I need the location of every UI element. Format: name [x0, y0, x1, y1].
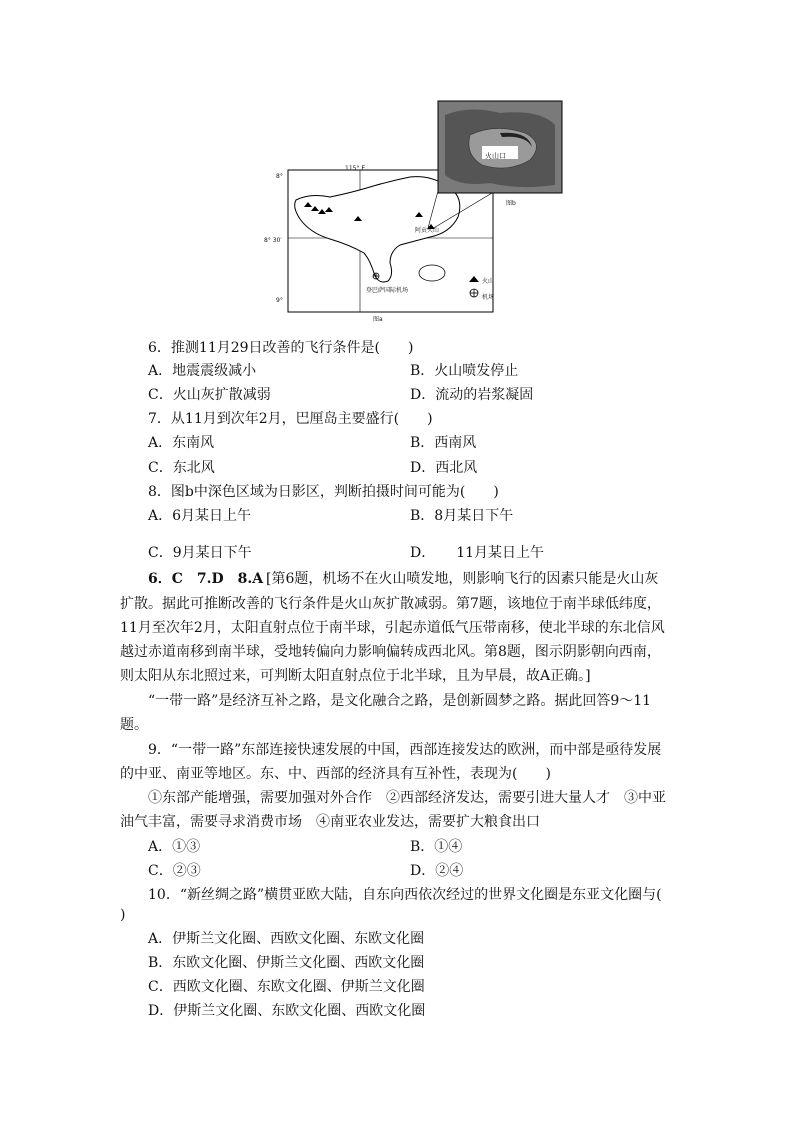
- q6-option-d: D．流动的岩浆凝固: [410, 387, 534, 403]
- q10-option-d: D．伊斯兰文化圈、东欧文化圈、西欧文化圈: [148, 1003, 426, 1019]
- q7-option-b: B．西南风: [410, 435, 477, 451]
- legend-airport-label: 机场: [482, 294, 495, 301]
- q10-option-c: C．西欧文化圈、东欧文化圈、伊斯兰文化圈: [148, 979, 425, 995]
- answer-key: 6．C 7.D 8.A: [148, 571, 264, 587]
- answer-line-1: [第6题，机场不在火山喷发地，则影响飞行的因素只能是火山灰: [266, 571, 659, 587]
- q6-option-c: C．火山灰扩散减弱: [148, 387, 271, 403]
- q9-option-d: D．②④: [410, 863, 464, 879]
- answer-line-5: 则太阳从东北照过来，可判断太阳直射点位于北半球，且为早晨，故A正确。]: [120, 668, 591, 684]
- q8-stem: 8．图b中深色区域为日影区，判断拍摄时间可能为( ): [148, 484, 499, 500]
- q9-stem-2: 的中亚、南亚等地区。东、中、西部的经济具有互补性，表现为( ): [120, 766, 551, 782]
- lon-label: 115° E: [345, 165, 366, 172]
- legend-volcano-label: 火山: [482, 278, 495, 285]
- answer-line-4: 越过赤道南移到南半球，受地转偏向力影响偏转成西北风。第8题，图示阴影朝向西南，: [120, 644, 661, 660]
- q8-option-a: A．6月某日上午: [148, 508, 252, 524]
- lat-label-8: 8°: [276, 173, 283, 180]
- q7-option-d: D．西北风: [410, 460, 478, 476]
- caption-b: 图b: [506, 200, 516, 207]
- legend-icons: [468, 274, 480, 300]
- intro-line-2: 题。: [120, 717, 148, 733]
- answer-line-3: 11月至次年2月，太阳直射点位于南半球，引起赤道低气压带南移，使北半球的东北信风: [120, 620, 665, 636]
- airport-name-label: 登巴萨国际机场: [366, 287, 409, 294]
- legend-volcano-icon: [469, 276, 479, 282]
- intro-line-1: “一带一路”是经济互补之路，是文化融合之路，是创新圆梦之路。据此回答9～11: [148, 693, 652, 709]
- q9-option-c: C．②③: [148, 863, 201, 879]
- q8-option-b: B．8月某日下午: [410, 508, 514, 524]
- q7-option-c: C．东北风: [148, 460, 215, 476]
- q10-stem-2: ): [120, 907, 126, 923]
- figure-map-photo: [270, 95, 580, 327]
- q8-option-d: D． 11月某日上午: [410, 545, 545, 561]
- q9-option-a: A．①③: [148, 839, 201, 855]
- lat-label-8-30: 8° 30′: [264, 237, 282, 244]
- volcano-name-label: 阿贡火山: [415, 227, 440, 234]
- q9-statement-1: ①东部产能增强，需要加强对外合作 ②西部经济发达，需要引进大量人才 ③中亚: [148, 790, 666, 806]
- caption-a: 图a: [373, 316, 383, 323]
- nusa-penida-island: [419, 265, 445, 281]
- q7-stem: 7．从11月到次年2月，巴厘岛主要盛行( ): [148, 411, 433, 427]
- q10-option-a: A．伊斯兰文化圈、西欧文化圈、东欧文化圈: [148, 931, 425, 947]
- q8-option-c: C．9月某日下午: [148, 545, 252, 561]
- q7-option-a: A．东南风: [148, 435, 215, 451]
- q6-option-b: B．火山喷发停止: [410, 363, 519, 379]
- q10-stem-1: 10．“新丝绸之路”横贯亚欧大陆，自东向西依次经过的世界文化圈是东亚文化圈与(: [148, 887, 662, 903]
- crater-label: 火山口: [485, 152, 506, 160]
- q6-option-a: A．地震震级减小: [148, 363, 257, 379]
- q6-stem: 6．推测11月29日改善的飞行条件是( ): [148, 340, 414, 356]
- q9-stem-1: 9．“一带一路”东部连接快速发展的中国，西部连接发达的欧洲，而中部是亟待发展: [148, 742, 662, 758]
- q9-statement-2: 油气丰富，需要寻求消费市场 ④南亚农业发达，需要扩大粮食出口: [120, 814, 540, 830]
- answer-line-2: 扩散。据此可推断改善的飞行条件是火山灰扩散减弱。第7题，该地位于南半球低纬度，: [120, 596, 661, 612]
- lat-label-9: 9°: [276, 297, 283, 304]
- q9-option-b: B．①④: [410, 839, 463, 855]
- q10-option-b: B．东欧文化圈、伊斯兰文化圈、西欧文化圈: [148, 955, 425, 971]
